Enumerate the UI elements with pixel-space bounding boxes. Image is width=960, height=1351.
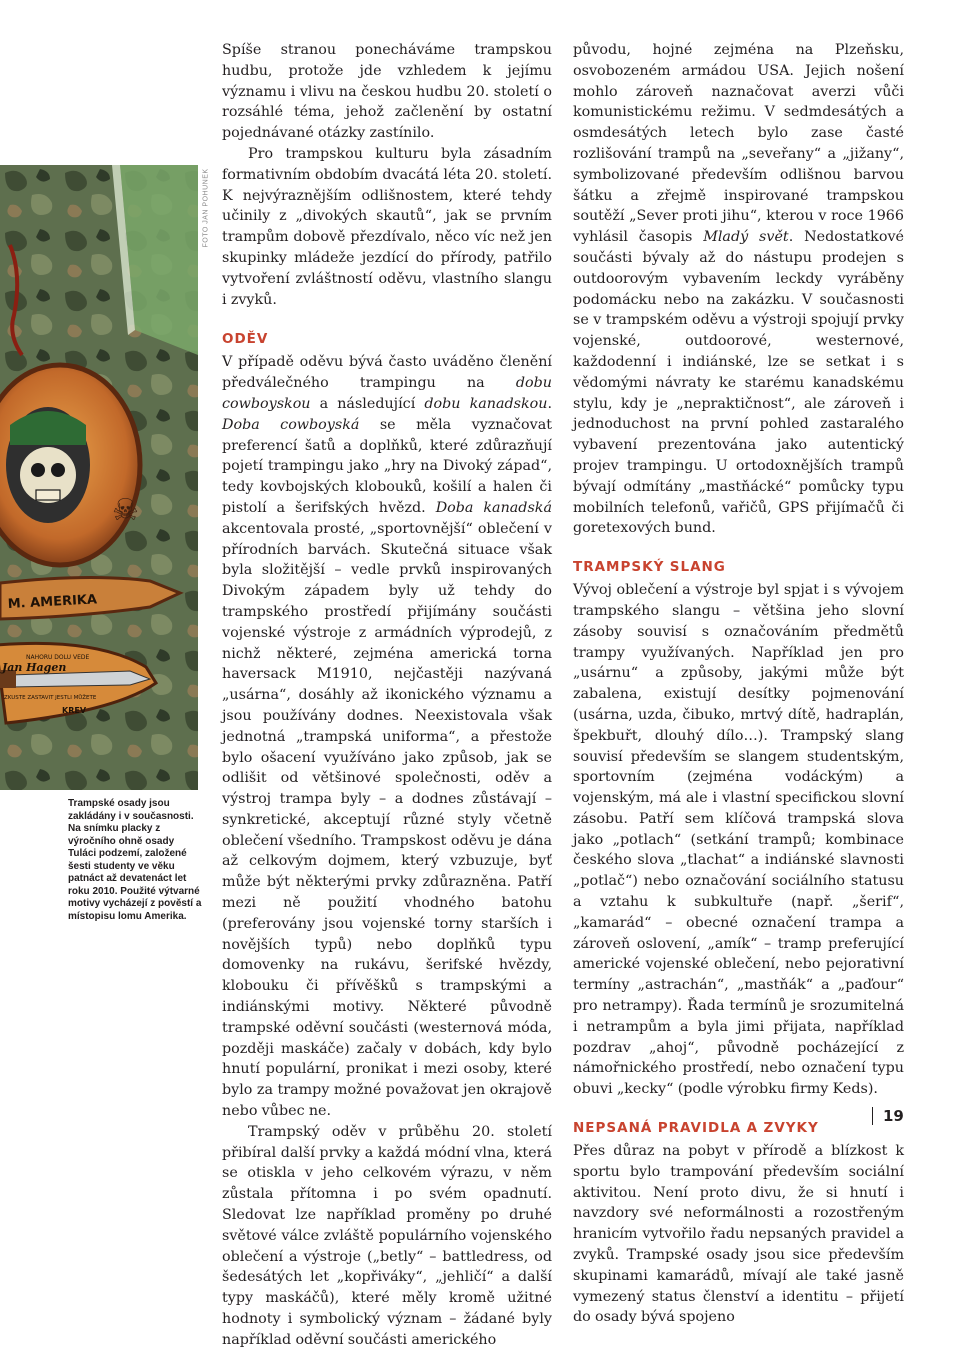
heading-trampsky-slang: TRAMPSKÝ SLANG xyxy=(573,559,726,576)
knife-badge-line-1: NAHORU DOLU VEDE xyxy=(26,654,90,661)
sign-text: M. AMERIKA xyxy=(7,592,98,612)
heading-nepsana-pravidla: NEPSANÁ PRAVIDLA A ZVYKY xyxy=(573,1120,819,1137)
paragraph-slang: Vývoj oblečení a výstroje byl spjat i s vývojem trampského slangu – většina jeho slovní zásoby souvisí s označováním předmětů trampy využívaných. Například jen pro „usárnu“ a způsoby, jakými může být zabalena, existují desítky pojmenování (usárna, uzda, čibuko, mrtvý dítě, hadraplán, špekbuřt, dlouhý dílo…). Trampský slang souvisí především se slangem studentským, sportovním (zejména vodáckým) a vojenským, má ale i vlastní specifickou slovní zásobu. Patří sem klíčová trampská slova jako „potlach“ (setkání trampů; kombinace českého slova „tlachat“ a indiánské slavnosti „potlač“) nebo označování sociálního statusu a vztahu k subkultuře (např. „šerif“, „kamarád“ – obecné označení trampa a zároveň oslovení, „amík“ – tramp preferující americké vojenské oblečení, nebo pejorativní termíny „astrachán“, „mastňák“ a „paďour“ pro netrampy). Řada termínů je srozumitelná i netrampům a byla jimi přijata, například pozdrav „ahoj“, původně pocházející z námořnického prostředí, nebo označení typu obuvi „kecky“ (podle výrobku firmy Keds). xyxy=(573,582,904,1098)
knife-badge-line-3: ZKUSTE ZASTAVIT JESTLI MŮŽETE xyxy=(4,695,97,701)
paragraph-music: Spíše stranou ponecháváme trampskou hudbu, protože jde vzhledem k jejímu významu i vlivu na českou hudbu 20. století o rozsáhlé téma, jehož začlenění by ostatní pojednávané otázky zastínilo. xyxy=(222,42,552,142)
paragraph-clothing-evolution: Trampský oděv v průběhu 20. století přibíral další prvky a každá módní vlna, která se otiskla v jeho celkovém výrazu, v něm zůstala přítomna i po svém opadnutí. Sledovat lze například proměny po druhé světové válce zvláště populárního vojenského oblečení a výstroje („betly“ – battledress, od šedesátých let „kopřiváky“, „jehličí“ a další typy maskáčů), které měly kromě užitné hodnoty i symbolický význam – žádané byly například oděvní součásti amerického xyxy=(222,1123,552,1348)
paragraph-formative-period: Pro trampskou kulturu byla zásadním formativním obdobím dvacátá léta 20. století. K nejvýraznějším odlišnostem, které tehdy učinily z „divokých skautů“, jak se prvním trampům dobově přezdívalo, něco víc než jen skupinky mládeže jezdící do přírody, patřilo vytvoření zvláštností oděvu, vlastního slangu i zvyků. xyxy=(222,145,552,308)
text-column-right xyxy=(573,40,904,1328)
photo-badges xyxy=(0,165,198,790)
paragraph-clothing: V případě oděvu bývá často uváděno členění předválečného trampingu na dobu cowboyskou a následující dobu kanadskou. Doba cowboyská se měla vyznačovat preferencí šatů a doplňků, které zdůrazňují pojetí trampingu jako „hry na Divoký západ“, tedy kovbojských klobouků, košilí a halen či pistolí a šerifských hvězd. Doba kanadská akcentovala prosté, „sportovnější“ oblečení v přírodních barvách. Skutečná situace však byla složitější – vedle prvků inspirovaných Divokým západem byly už tehdy do trampského prostředí přijímány součásti vojenské výstroje z armádních výprodejů, z nichž některé, zejména americká torna haversack M1910, nejčastěji nazývaná „usárna“, dosáhly až ikonického významu a jsou používány dodnes. Neexistovala však jednotná „trampská uniforma“, a přestože bylo ošacení využíváno jako způsob, jak se odlišit od většinové společnosti, oděv a výstroj trampa byly – a dodnes zůstávají – synkretické, akceptují různé styly včetně oblečení všedního. Trampskost oděvu je dána až celkovým dojmem, který vzbuzuje, byť může být některými prvky zdůrazněna. Patří mezi ně použití vhodného batohu (preferovány jsou vojenské torny starších i novějších typů) nebo doplňků typu domovenky na rukávu, šerifské hvězdy, klobouku či přívěšků s trampskými a indiánskými motivy. Některé původně trampské oděvní součásti (westernová móda, později maskáče) začaly v dobách, kdy bylo hnutí populární, pronikat i mezi osoby, které bylo za trampy možné považovat jen okrajově nebo vůbec ne. xyxy=(222,354,553,1120)
page-number: 19 xyxy=(872,1107,904,1125)
knife-badge-line-2: Jan Hagen xyxy=(2,661,67,674)
heading-odev: ODĚV xyxy=(222,331,269,348)
skull-mark: ☠ xyxy=(112,493,139,528)
paragraph-rules: Přes důraz na pobyt v přírodě a blízkost k sportu bylo trampování především sociální aktivitou. Není proto divu, že si hnutí i navzdory své neformálnosti a rozostřeným hranicím vytvořilo řadu nepsaných pravidel a zvyků. Trampské osady jsou sice především skupinami kamarádů, mívají ale také jasně vymezený status členství a identitu – přijetí do osady bývá spojeno xyxy=(573,1143,904,1326)
badges-illustration xyxy=(0,165,198,790)
knife-badge-line-4: KREV xyxy=(62,706,87,715)
paragraph-clothing-continued: původu, hojné zejména na Plzeňsku, osvobozeném armádou USA. Jejich nošení mohlo zároveň naznačovat averzi vůči komunistickému režimu. V sedmdesátých a osmdesátých letech bylo zase časté rozlišování trampů na „seveřany“ a „jižany“, symbolizované především odlišnou barvou šátku a zřejmě inspirované trampskou soutěží „Sever proti jihu“, kterou v roce 1966 vyhlásil časopis Mladý svět. Nedostatkové součásti bývaly až do nástupu prodejen s outdoorovým vybavením leckdy vyráběny podomácku nebo na zakázku. V současnosti se v trampském oděvu a výstroji spojují prvky vojenské, outdoorové, westernové, každodenní i indiánské, lze se setkat i s vědomými návraty ke starému kanadskému stylu, kdy je „nepraktičnost“, ale zároveň i jednoduchost na první pohled zastaralého vybavení prezentována jako autentický projev trampingu. U ortodoxnějších trampů bývají odmítány „mastňácké“ pomůcky typu mobilních telefonů, vařičů, GPS přijímačů či goretexových bund. xyxy=(573,42,904,537)
photo-credit: FOTO JAN POHUNEK xyxy=(202,168,210,248)
photo-caption: Trampské osady jsou zakládány i v současnosti. Na snímku placky z výročního ohně osady Tuláci podzemí, založené šesti studenty ve věku patnáct až devatenáct let roku 2010. Použité výtvarné motivy vycházejí z pověstí a místopisu lomu Amerika. xyxy=(68,798,202,922)
text-column-left xyxy=(222,40,552,1351)
